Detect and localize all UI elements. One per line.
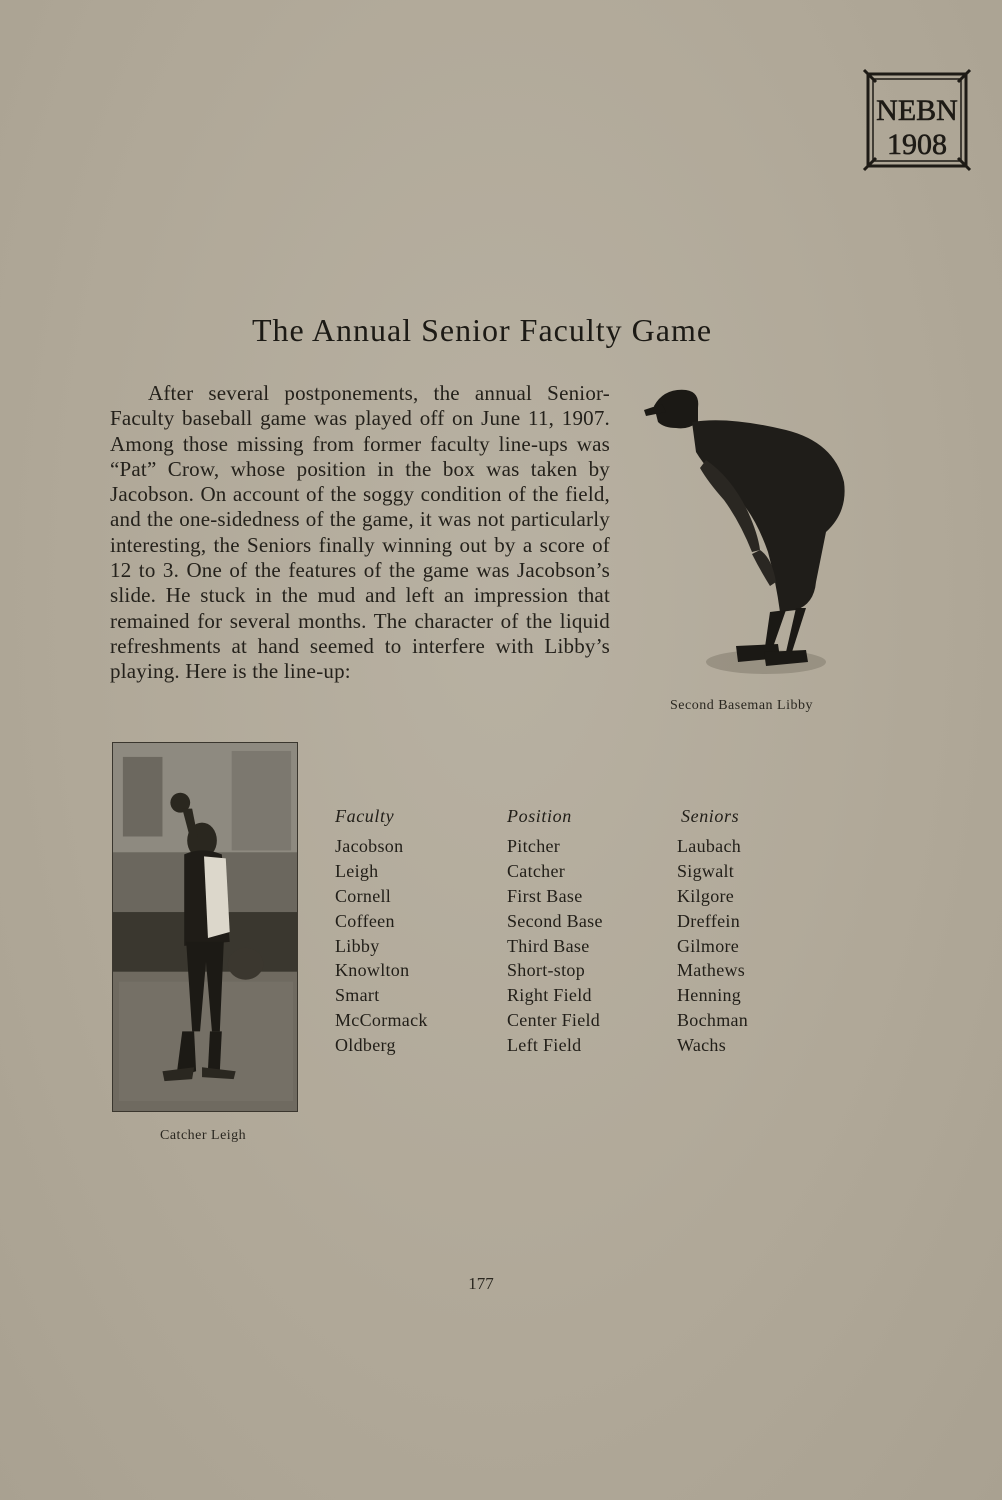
page-number: 177 bbox=[468, 1274, 494, 1293]
photo-second-baseman-libby bbox=[636, 382, 856, 694]
lineup-cell: Short-stop bbox=[507, 960, 586, 981]
page-title: The Annual Senior Faculty Game bbox=[251, 312, 713, 348]
lineup-column-seniors bbox=[677, 806, 748, 1060]
lineup-column-position bbox=[507, 806, 603, 1060]
column-header-faculty: Faculty bbox=[335, 806, 395, 826]
lineup-cell: Right Field bbox=[507, 985, 592, 1006]
lineup-cell: Pitcher bbox=[507, 836, 561, 856]
yearbook-monogram-logo bbox=[862, 68, 972, 172]
svg-text:NEBN: NEBN bbox=[876, 94, 958, 127]
lineup-cell: Oldberg bbox=[335, 1035, 396, 1056]
lineup-cell: Second Base bbox=[507, 910, 603, 931]
lineup-cell: Left Field bbox=[507, 1035, 582, 1056]
lineup-cell: Laubach bbox=[677, 836, 742, 856]
lineup-cell: Wachs bbox=[677, 1035, 727, 1056]
lineup-cell: Coffeen bbox=[335, 910, 395, 931]
lineup-cell: Henning bbox=[677, 985, 742, 1006]
lineup-column-faculty bbox=[335, 806, 428, 1060]
lineup-cell: Third Base bbox=[507, 935, 590, 956]
lineup-cell: Sigwalt bbox=[677, 860, 735, 881]
caption-catcher-leigh: Catcher Leigh bbox=[160, 1128, 247, 1143]
lineup-cell: Dreffein bbox=[677, 910, 741, 931]
lineup-cell: Center Field bbox=[507, 1010, 601, 1031]
lineup-cell: Bochman bbox=[677, 1010, 749, 1031]
lineup-cell: First Base bbox=[507, 885, 583, 906]
lineup-cell: Libby bbox=[335, 935, 380, 956]
lineup-cell: Smart bbox=[335, 985, 380, 1006]
column-header-seniors: Seniors bbox=[681, 806, 740, 826]
lineup-cell: Mathews bbox=[677, 960, 746, 981]
caption-second-baseman-libby: Second Baseman Libby bbox=[670, 698, 813, 713]
lineup-cell: Knowlton bbox=[335, 960, 410, 981]
column-header-position: Position bbox=[507, 806, 572, 826]
lineup-cell: Leigh bbox=[335, 860, 379, 881]
photo-catcher-leigh bbox=[112, 742, 298, 1112]
lineup-cell: Jacobson bbox=[335, 836, 404, 856]
lineup-cell: Cornell bbox=[335, 885, 392, 906]
lineup-cell: Gilmore bbox=[677, 935, 740, 956]
lineup-cell: Catcher bbox=[507, 860, 566, 881]
svg-text:1908: 1908 bbox=[887, 128, 947, 161]
article-paragraph: After several postponements, the annual Senior-Faculty baseball game was played off on June 11, 1907. Among those missing from former faculty line-ups was “Pat” Crow, whose position in the box was taken by Jacobson. On account of the soggy condition of the field, and the one-sidedness of the game, it was not particularly interesting, the Seniors finally winning out by a score of 12 to 3. One of the features of the game was Jacobson’s slide. He stuck in the mud and left an impression that remained for several months. The character of the liquid refreshments at hand seemed to interfere with Libby’s playing. Here is the line-up: bbox=[110, 381, 610, 684]
lineup-cell: McCormack bbox=[335, 1010, 428, 1031]
lineup-cell: Kilgore bbox=[677, 885, 735, 906]
